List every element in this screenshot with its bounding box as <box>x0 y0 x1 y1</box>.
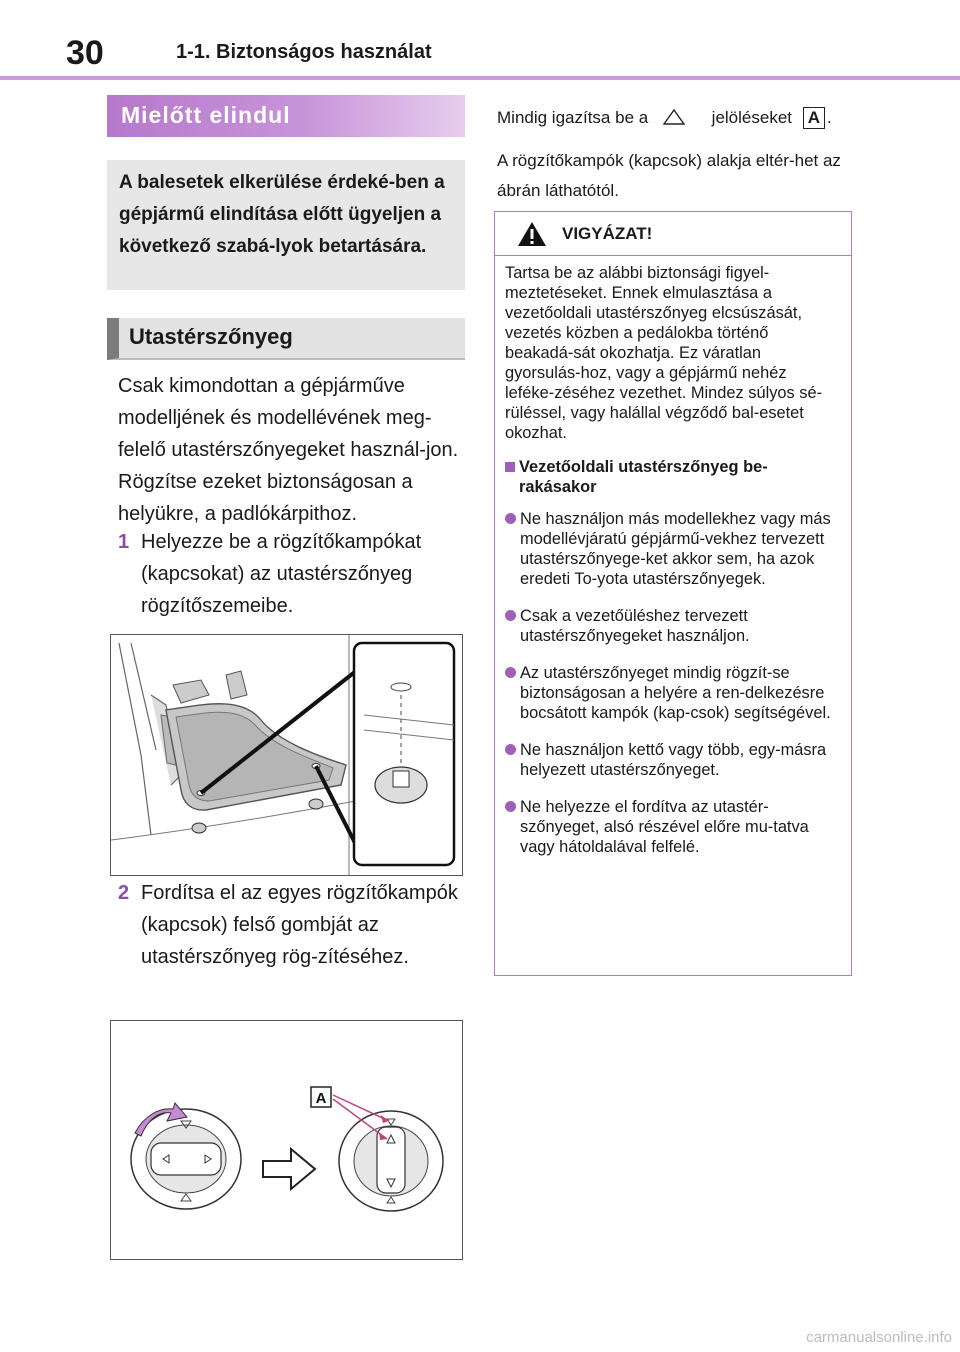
shape-note: A rögzítőkampók (kapcsok) alakja eltér-het az ábrán láthatótól. <box>497 151 841 200</box>
callout-a-label: A <box>315 1090 327 1107</box>
list-item: Ne helyezze el fordítva az utastér-szőnyeget, alsó részével előre mu-tatva vagy hátoldalával felfelé. <box>505 797 839 857</box>
hook-rotation-illustration <box>111 1021 462 1259</box>
step-number: 2 <box>118 882 130 904</box>
list-item: Ne használjon kettő vagy több, egy-másra helyezett utastérszőnyeget. <box>505 740 839 780</box>
subheading-floor-mat: Utastérszőnyeg <box>107 318 465 360</box>
caution-title: VIGYÁZAT! <box>562 224 653 243</box>
triangle-mark-icon <box>663 109 685 125</box>
alignment-text-before: Mindig igazítsa be a <box>497 108 649 127</box>
caution-box <box>494 211 852 976</box>
alignment-note <box>497 103 857 133</box>
header-divider <box>0 76 960 80</box>
caution-header <box>495 212 851 256</box>
alignment-text-end: . <box>827 108 832 127</box>
caution-intro: Tartsa be az alábbi biztonsági figyel-meztetéseket. Ennek elmulasztása a vezetőoldali utastérszőnyeg elcsúszását, vezetés közben a pedálokba történő beakadá-sát okozhatja. Ez váratlan gyorsulás-hoz, vagy a gépjármű nehéz leféke-zéséhez vezethet. Mindez súlyos sé-rüléssel, vagy halállal végződő bal-esetet okozhat. <box>505 264 823 442</box>
floor-mat-illustration <box>111 635 462 875</box>
warning-icon <box>517 221 547 247</box>
intro-box: A balesetek elkerülése érdeké-ben a gépjármű elindítása előtt ügyeljen a következő szabá-lyok betartására. <box>107 160 465 290</box>
watermark: carmanualsonline.info <box>806 1329 952 1346</box>
list-item: Csak a vezetőüléshez tervezett utastérszőnyegeket használjon. <box>505 606 839 646</box>
step-2 <box>118 877 463 973</box>
alignment-text-after: jelöléseket <box>711 108 792 127</box>
list-item: Az utastérszőnyeget mindig rögzít-se biztonságosan a helyére a ren-delkezésre bocsátott kampók (kap-csok) segítségével. <box>505 663 839 723</box>
floor-mat-paragraph: Csak kimondottan a gépjárműve modelljének és modellévének meg-felelő utastérszőnyegeket használ-jon. Rögzítse ezeket biztonságosan a helyükre, a padlókárpithoz. <box>118 375 459 525</box>
alignment-label-a: A <box>803 107 825 129</box>
step-number: 1 <box>118 531 130 553</box>
caution-body <box>495 256 851 857</box>
caution-subtitle: Vezetőoldali utastérszőnyeg be-rakásakor <box>505 457 839 497</box>
floor-mat-figure <box>110 634 463 876</box>
chapter-title: 1-1. Biztonságos használat <box>176 41 432 63</box>
section-banner: Mielőtt elindul <box>107 95 465 137</box>
list-item: Ne használjon más modellekhez vagy más modellévjáratú gépjármű-vekhez tervezett utastérszőnyege-ket akkor sem, ha azok eredeti To-yota utastérszőnyegek. <box>505 509 839 589</box>
hook-figure <box>110 1020 463 1260</box>
step-text: Helyezze be a rögzítőkampókat (kapcsokat) az utastérszőnyeg rögzítőszemeibe. <box>141 531 422 617</box>
page-number: 30 <box>66 34 104 72</box>
step-1 <box>118 526 463 622</box>
step-text: Fordítsa el az egyes rögzítőkampók (kapcsok) felső gombját az utastérszőnyeg rög-zítéséhez. <box>141 882 458 968</box>
